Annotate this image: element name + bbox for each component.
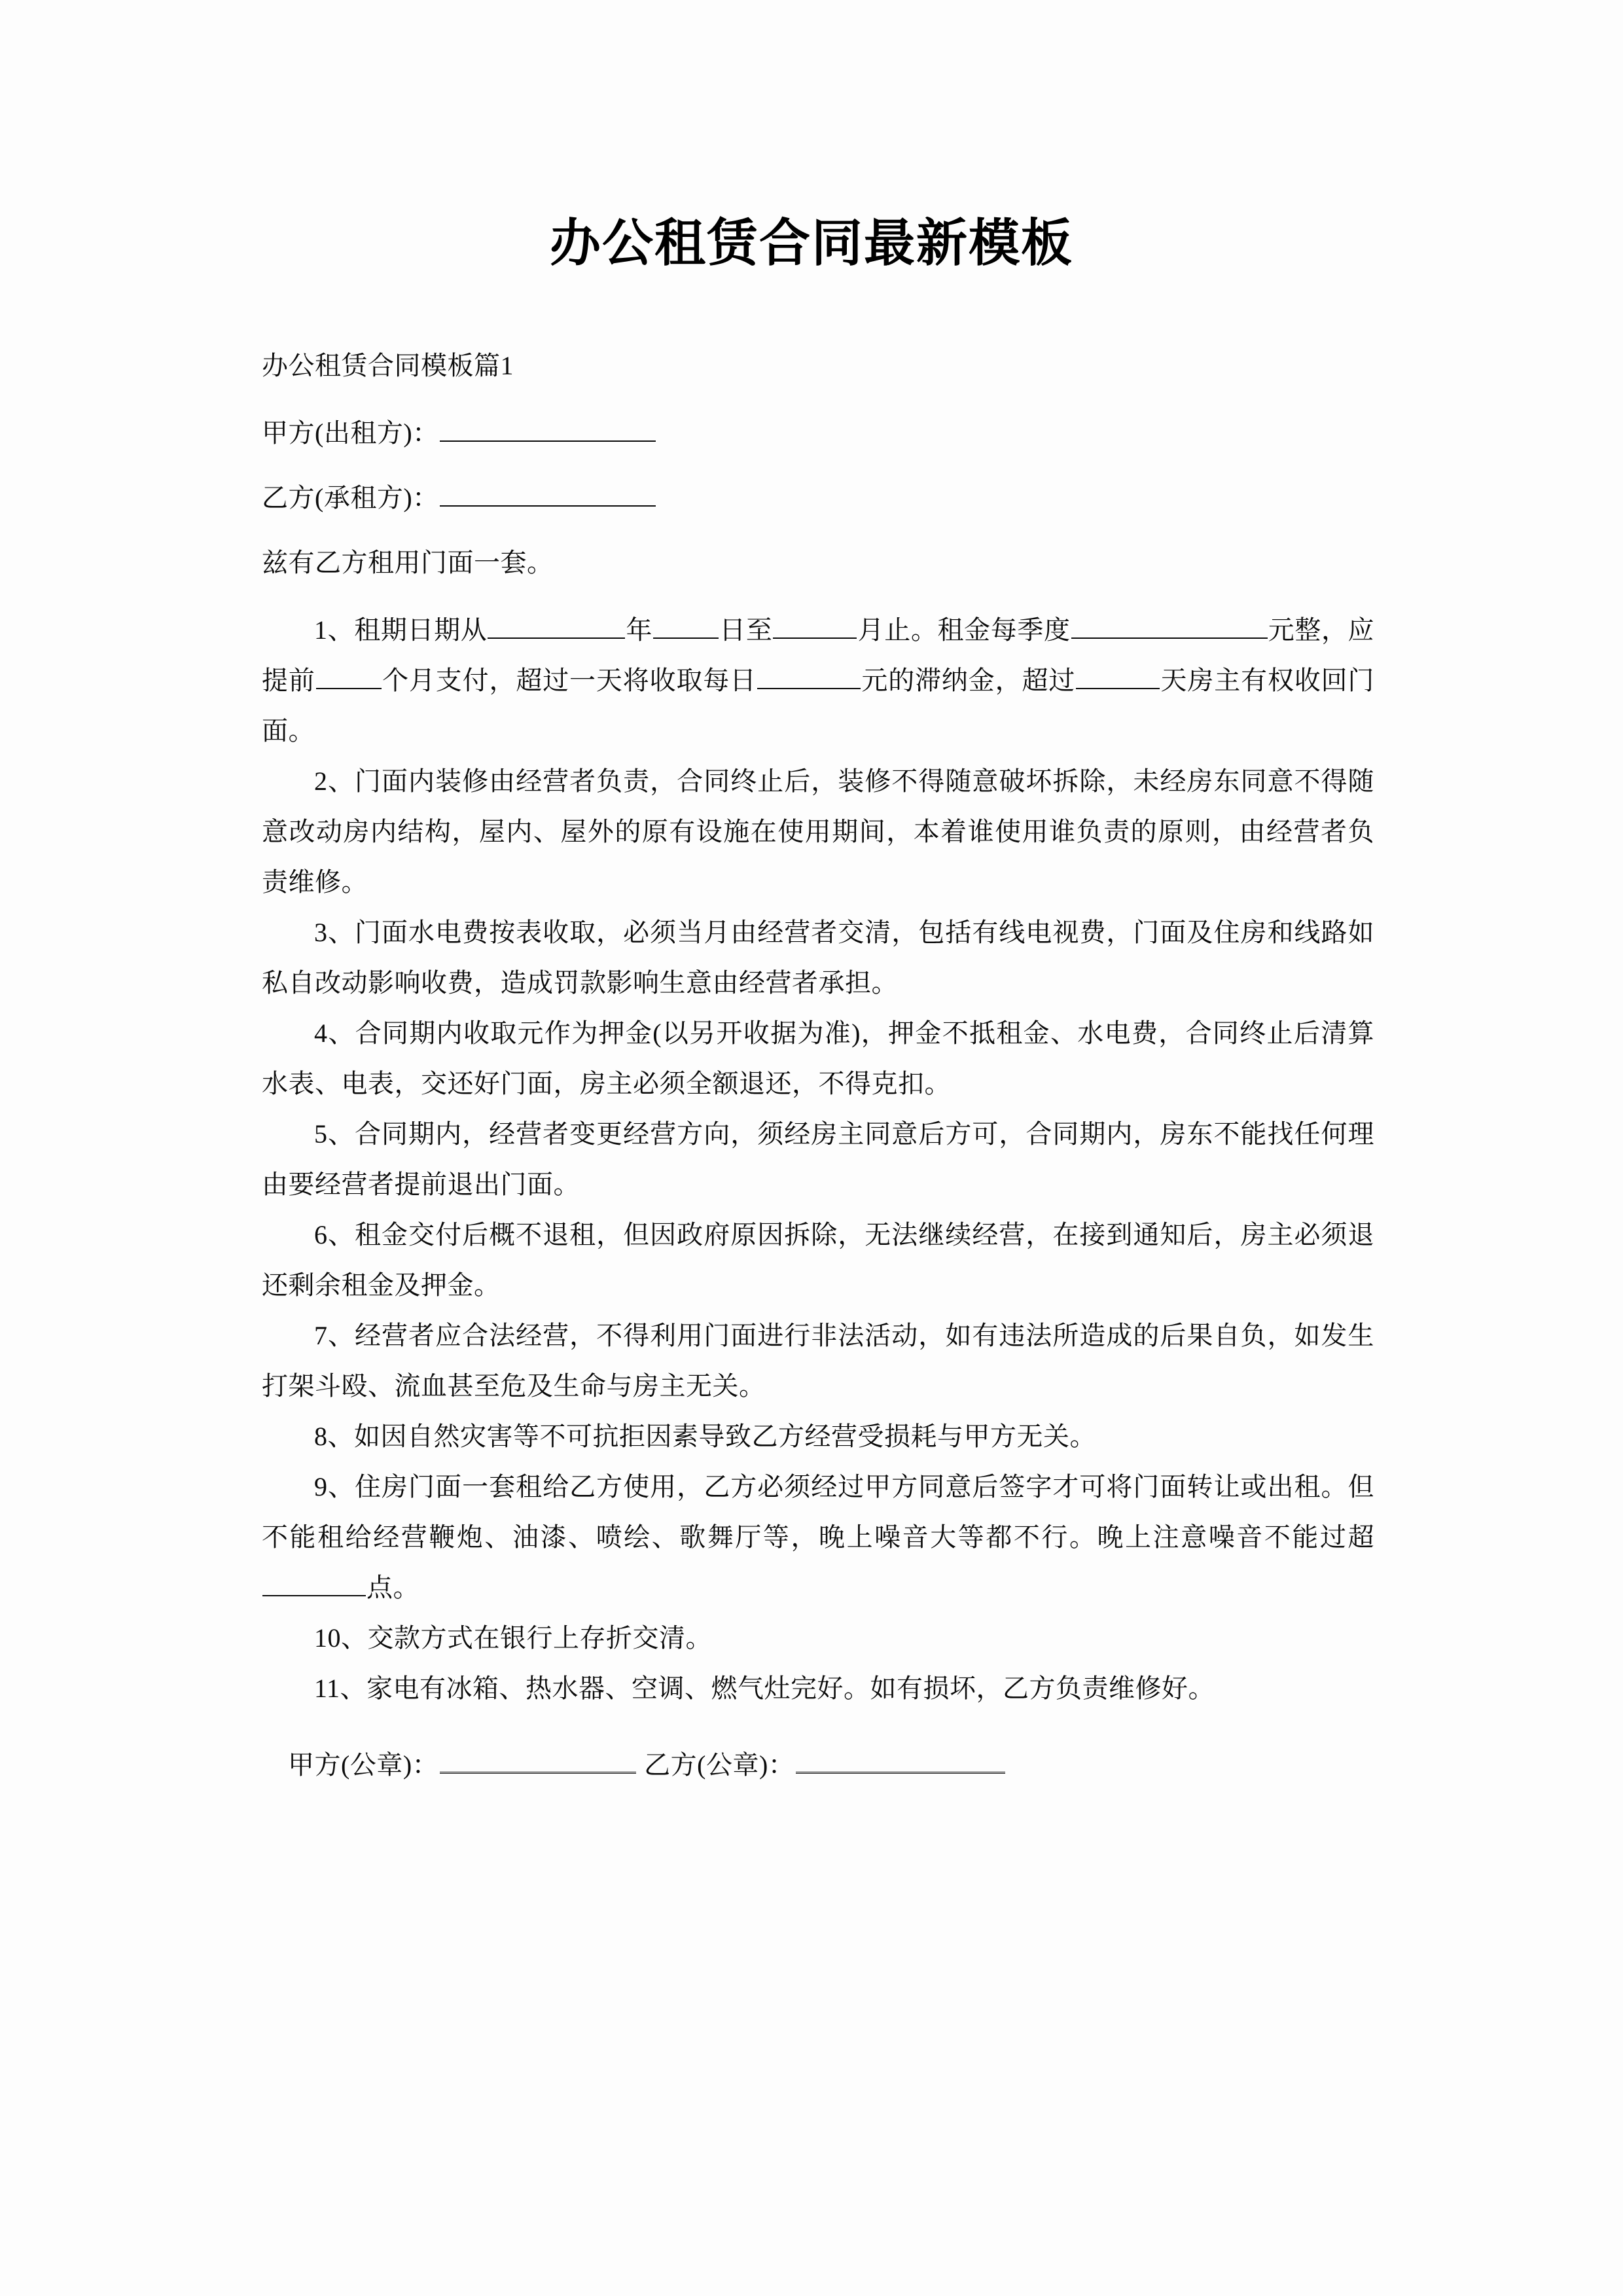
clause-1-blank-days[interactable]: [1076, 662, 1160, 689]
page-title: 办公租赁合同最新模板: [549, 214, 1073, 272]
clause-1-blank-month[interactable]: [773, 612, 857, 639]
clause-6: [262, 1210, 1374, 1310]
clause-6-number: 6、: [314, 1220, 355, 1249]
clause-1-seg6: 个月支付，超过一天将收取每日: [382, 666, 757, 695]
clause-1-seg1: 租期日期从: [354, 615, 488, 645]
party-b-label: 乙方(承租方)：: [262, 483, 439, 512]
clause-8-number: 8、: [314, 1422, 354, 1451]
clause-4-text: 合同期内收取元作为押金(以另开收据为准)，押金不抵租金、水电费，合同终止后清算水表、电表，交还好门面，房主必须全额退还，不得克扣。: [262, 1018, 1375, 1098]
party-b-seal-blank[interactable]: [796, 1747, 1005, 1774]
clause-2-text: 门面内装修由经营者负责，合同终止后，装修不得随意破坏拆除，未经房东同意不得随意改动房内结构，屋内、屋外的原有设施在使用期间，本着谁使用谁负责的原则，由经营者负责维修。: [262, 766, 1375, 897]
party-a-seal-label: 甲方(公章)：: [288, 1750, 439, 1780]
party-a-field: [262, 408, 1374, 458]
clause-10: [262, 1613, 1374, 1663]
clause-9-blank-hour[interactable]: [262, 1570, 366, 1596]
party-a-label: 甲方(出租方)：: [262, 418, 439, 448]
clause-10-number: 10、: [314, 1623, 368, 1653]
clause-4: [262, 1008, 1374, 1109]
clause-1-blank-day[interactable]: [653, 612, 719, 639]
clause-9-number: 9、: [314, 1472, 355, 1501]
clause-1: [262, 605, 1374, 756]
clause-1-seg3: 日至: [719, 615, 773, 645]
clause-1-seg8: 天房主有权收回门面。: [262, 666, 1375, 745]
clause-11-text: 家电有冰箱、热水器、空调、燃气灶完好。如有损坏，乙方负责维修好。: [366, 1674, 1215, 1703]
clause-8-text: 如因自然灾害等不可抗拒因素导致乙方经营受损耗与甲方无关。: [354, 1422, 1096, 1451]
clause-1-blank-rent[interactable]: [1071, 612, 1268, 639]
clause-3-number: 3、: [314, 918, 355, 947]
preamble-text: 兹有乙方租用门面一套。: [262, 548, 554, 577]
clause-11-number: 11、: [314, 1674, 367, 1703]
clause-5: [262, 1109, 1374, 1210]
clause-3: [262, 907, 1374, 1008]
clause-1-seg7: 元的滞纳金，超过: [861, 666, 1076, 695]
clause-1-number: 1、: [314, 615, 355, 645]
clause-11: [262, 1663, 1374, 1713]
party-b-seal-label: 乙方(公章)：: [644, 1750, 795, 1780]
clause-6-text: 租金交付后概不退租，但因政府原因拆除，无法继续经营，在接到通知后，房主必须退还剩余租金及押金。: [262, 1220, 1375, 1300]
clause-9-seg1: 住房门面一套租给乙方使用，乙方必须经过甲方同意后签字才可将门面转让或出租。但不能租给经营鞭炮、油漆、喷绘、歌舞厅等，晚上噪音大等都不行。晚上注意噪音不能过超: [262, 1472, 1375, 1552]
document-body: [262, 340, 1374, 1816]
party-a-seal-blank[interactable]: [440, 1747, 636, 1774]
party-b-field: [262, 473, 1374, 523]
clause-4-number: 4、: [314, 1018, 355, 1048]
clause-5-number: 5、: [314, 1119, 355, 1149]
clause-10-text: 交款方式在银行上存折交清。: [367, 1623, 712, 1653]
party-b-blank[interactable]: [440, 480, 656, 507]
clause-1-seg4: 月止。租金每季度: [857, 615, 1071, 645]
clause-1-seg5: 元整，应提前: [262, 615, 1375, 695]
clause-1-blank-year[interactable]: [488, 612, 625, 639]
clause-1-blank-penalty[interactable]: [757, 662, 861, 689]
clause-1-blank-months[interactable]: [316, 662, 382, 689]
clause-2: [262, 756, 1374, 907]
clause-2-number: 2、: [314, 766, 355, 796]
party-a-blank[interactable]: [440, 415, 656, 442]
clause-1-seg2: 年: [626, 615, 653, 645]
clause-8: [262, 1411, 1374, 1462]
clause-7-text: 经营者应合法经营，不得利用门面进行非法活动，如有违法所造成的后果自负，如发生打架斗殴、流血甚至危及生命与房主无关。: [262, 1321, 1375, 1401]
clause-3-text: 门面水电费按表收取，必须当月由经营者交清，包括有线电视费，门面及住房和线路如私自改动影响收费，造成罚款影响生意由经营者承担。: [262, 918, 1375, 997]
clause-9-seg2: 点。: [366, 1573, 419, 1602]
clause-7-number: 7、: [314, 1321, 355, 1350]
signature-row: [262, 1740, 1374, 1790]
clause-5-text: 合同期内，经营者变更经营方向，须经房主同意后方可，合同期内，房东不能找任何理由要经营者提前退出门面。: [262, 1119, 1375, 1199]
clause-9: [262, 1462, 1374, 1613]
clause-7: [262, 1310, 1374, 1411]
document-subtitle: 办公租赁合同模板篇1: [262, 351, 514, 380]
